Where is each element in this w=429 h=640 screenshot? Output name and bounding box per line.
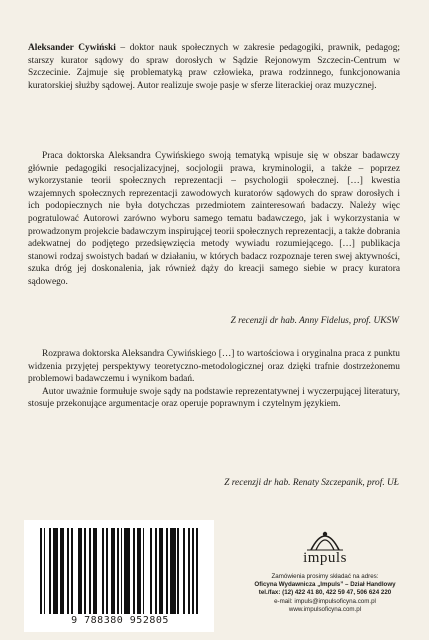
publisher-contact <box>236 573 414 614</box>
barcode-bar <box>196 528 198 614</box>
publisher-name: Oficyna Wydawnicza „Impuls” – Dział Handlowy <box>254 581 396 589</box>
review-1-text: Praca doktorska Aleksandra Cywińskiego swoją tematyką wpisuje się w obszar badawczy głównie pedagogiki resocjalizacyjnej, socjologii prawa, kryminologii, a także – poprzez wykorzystanie teorii społecznych reprezentacji – psychologii społecznej. […] kwestia wzajemnych społecznych reprezentacji zawodowych kuratorów sądowych do spraw dorosłych i ich podopiecznych nie była dotychczas przedmiotem zainteresowań badaczy. Należy więc pogratulować Autorowi zarówno wyboru samego tematu badawczego, jak i wykorzystania w prowadzonym projekcie badawczym inspirującej teorii społecznych reprezentacji, a także dobrania adekwatnej do podjętego przedsięwzięcia metody wywiadu rozumiejącego. […] publikacja stanowi rodzaj swoistych badań w działaniu, w których badacz rozpoznaje teren swej aktywności, szuka dróg jej doskonalenia, jak również dąży do kreacji samego siebie w pracy kuratora sądowego. <box>28 151 400 287</box>
author-bio <box>28 42 400 92</box>
publisher-info <box>236 526 414 614</box>
publisher-website: www.impulsoficyna.com.pl <box>288 605 362 613</box>
isbn-number: 9 788380 952805 <box>71 615 169 626</box>
impuls-logo-icon <box>305 526 345 552</box>
review-2-text-2: Autor uważnie formułuje swoje sądy na podstawie reprezentatywnej i wyczerpującej literatury, stosuje przekonujące argumentacje oraz operuje poprawnym i czytelnym językiem. <box>28 386 400 410</box>
author-bio-text: – doktor nauk społecznych w zakresie pedagogiki, prawnik, pedagog; starszy kurator sądowy do spraw dorosłych w Sądzie Rejonowym Szczecin-Centrum w Szczecinie. Zajmuje się problematyką praw człowieka, prawa rodzinnego, funkcjonowania kuratorskiej służby sądowej. Autor realizuje swoje pasje w sferze literackiej oraz muzycznej. <box>28 43 400 91</box>
author-name: Aleksander Cywiński <box>28 43 116 53</box>
publisher-phone: tel./fax: (12) 422 41 80, 422 59 47, 506 624 220 <box>258 589 392 597</box>
review-2-attribution: Z recenzji dr hab. Renaty Szczepanik, prof. UŁ <box>224 478 399 488</box>
review-1 <box>28 150 400 289</box>
barcode-bars <box>40 528 198 614</box>
order-line: Zamówienia prosimy składać na adres: <box>271 573 379 580</box>
review-2 <box>28 348 400 411</box>
isbn-barcode <box>24 520 214 632</box>
review-2-text: Rozprawa doktorska Aleksandra Cywińskiego […] to wartościowa i oryginalna praca z punktu widzenia przyjętej perspektywy teoretyczno-metodologicznej oraz dzięki trafnie dostrzeżonemu problemowi badawczemu i wynikom badań. <box>28 349 400 385</box>
publisher-email: e-mail: impuls@impulsoficyna.com.pl <box>274 597 376 605</box>
review-1-attribution: Z recenzji dr hab. Anny Fidelus, prof. UKSW <box>230 316 399 326</box>
impuls-logo-text: impuls <box>303 550 347 566</box>
